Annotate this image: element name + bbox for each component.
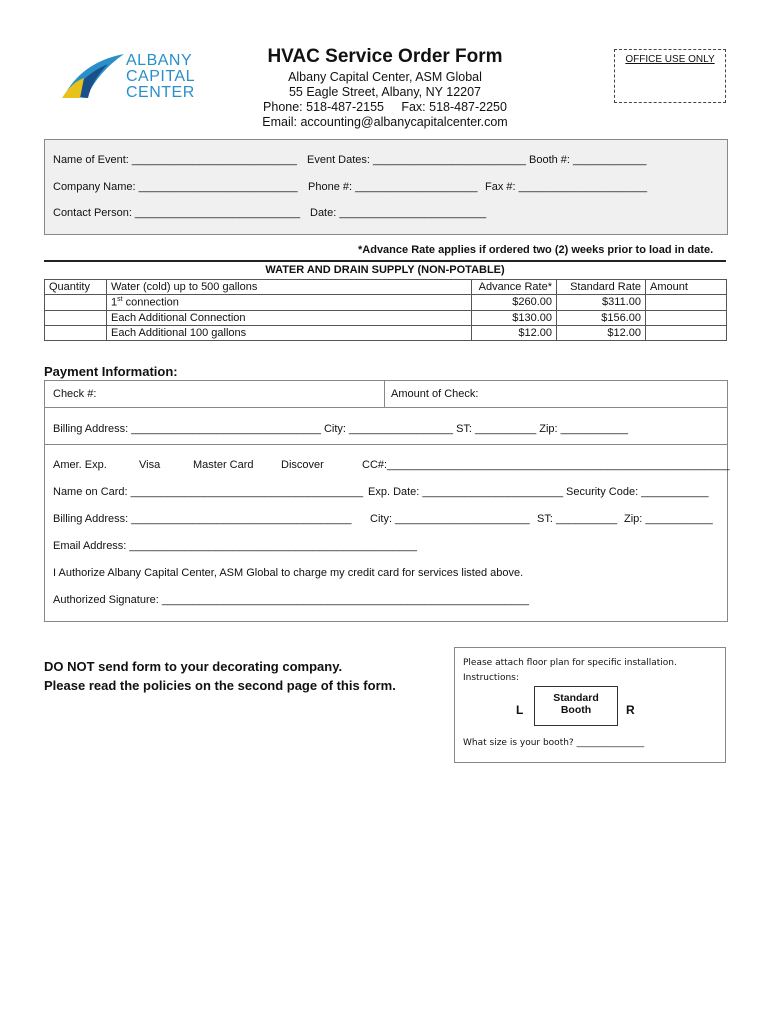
- office-use-box: [614, 49, 726, 103]
- discover-option[interactable]: Discover: [281, 459, 324, 471]
- event-dates-field[interactable]: Event Dates: _________________________: [307, 154, 526, 166]
- zip-2-field[interactable]: Zip: ___________: [624, 513, 713, 525]
- amount-of-check-field[interactable]: Amount of Check:: [391, 388, 479, 400]
- logo-mark-icon: [62, 52, 128, 100]
- payment-title: Payment Information:: [44, 364, 178, 379]
- org-address: 55 Eagle Street, Albany, NY 12207: [288, 85, 482, 99]
- supply-table: [44, 279, 727, 341]
- billing-address-field[interactable]: Billing Address: _______________________________ City: _________________ ST: __________ Zip: ___________: [53, 423, 628, 435]
- standard-rate-cell: $12.00: [557, 325, 646, 340]
- description-cell: 1st connection: [107, 295, 472, 311]
- billing-address-2-field[interactable]: Billing Address: ____________________________________: [53, 513, 352, 525]
- phone-field[interactable]: Phone #: ____________________: [308, 181, 478, 193]
- logo-text-1: ALBANY: [126, 52, 193, 69]
- table-row: [45, 325, 727, 340]
- notice-line-1: DO NOT send form to your decorating company.: [44, 659, 343, 674]
- advance-rate-header: Advance Rate*: [472, 280, 557, 295]
- floorplan-instructions-label: Instructions:: [463, 673, 519, 683]
- booth-left-label: L: [516, 703, 524, 717]
- page-title: HVAC Service Order Form: [267, 46, 503, 67]
- standard-rate-header: Standard Rate: [557, 280, 646, 295]
- st-2-field[interactable]: ST: __________: [537, 513, 618, 525]
- description-header: Water (cold) up to 500 gallons: [107, 280, 472, 295]
- amex-option[interactable]: Amer. Exp.: [53, 459, 107, 471]
- exp-date-field[interactable]: Exp. Date: _______________________: [368, 486, 564, 498]
- cc-number-field[interactable]: CC#:________________________________________________________: [362, 459, 730, 471]
- city-2-field[interactable]: City: ______________________: [370, 513, 530, 525]
- booth-number-field[interactable]: Booth #: ____________: [529, 154, 647, 166]
- check-number-field[interactable]: Check #:: [53, 388, 97, 400]
- table-row: [45, 280, 727, 295]
- supply-title: WATER AND DRAIN SUPPLY (NON-POTABLE): [265, 264, 505, 276]
- contact-person-field[interactable]: Contact Person: ___________________________: [53, 207, 301, 219]
- logo-text-3: CENTER: [126, 84, 195, 101]
- billing-divider: [44, 444, 728, 445]
- standard-rate-cell: $156.00: [557, 310, 646, 325]
- email-address-field[interactable]: Email Address: _______________________________________________: [53, 540, 417, 552]
- check-vertical-divider: [384, 380, 385, 408]
- quantity-cell[interactable]: [45, 295, 107, 311]
- amount-cell[interactable]: [646, 295, 727, 311]
- office-use-label: OFFICE USE ONLY: [625, 54, 715, 65]
- table-row: [45, 295, 727, 311]
- quantity-header: Quantity: [45, 280, 107, 295]
- check-divider: [44, 407, 728, 408]
- amount-header: Amount: [646, 280, 727, 295]
- advance-rate-cell: $12.00: [472, 325, 557, 340]
- quantity-cell[interactable]: [45, 325, 107, 340]
- name-on-card-field[interactable]: Name on Card: ______________________________________: [53, 486, 364, 498]
- logo-text-2: CAPITAL: [126, 68, 195, 85]
- org-name: Albany Capital Center, ASM Global: [288, 70, 482, 84]
- advance-rate-note: *Advance Rate applies if ordered two (2) weeks prior to load in date.: [358, 244, 714, 256]
- fax-field[interactable]: Fax #: _____________________: [485, 181, 648, 193]
- supply-table-wrapper: [44, 260, 726, 262]
- visa-option[interactable]: Visa: [139, 459, 161, 471]
- booth-label-1: Standard: [553, 692, 599, 704]
- quantity-cell[interactable]: [45, 310, 107, 325]
- table-row: [45, 310, 727, 325]
- booth-right-label: R: [626, 703, 635, 717]
- amount-cell[interactable]: [646, 310, 727, 325]
- security-code-field[interactable]: Security Code: ___________: [566, 486, 709, 498]
- event-name-field[interactable]: Name of Event: ___________________________: [53, 154, 298, 166]
- company-name-field[interactable]: Company Name: __________________________: [53, 181, 298, 193]
- mastercard-option[interactable]: Master Card: [193, 459, 254, 471]
- notice-line-2: Please read the policies on the second page of this form.: [44, 678, 396, 693]
- org-email: Email: accounting@albanycapitalcenter.com: [262, 115, 508, 129]
- floorplan-instruction: Please attach floor plan for specific installation.: [463, 658, 677, 668]
- authorize-statement: I Authorize Albany Capital Center, ASM Global to charge my credit card for services listed above.: [53, 567, 524, 579]
- payment-box: [44, 380, 728, 622]
- org-phone-fax: Phone: 518-487-2155 Fax: 518-487-2250: [263, 100, 507, 114]
- logo: [62, 48, 195, 103]
- description-cell: Each Additional Connection: [107, 310, 472, 325]
- advance-rate-cell: $260.00: [472, 295, 557, 311]
- booth-size-field[interactable]: What size is your booth? _______________: [463, 738, 645, 748]
- amount-cell[interactable]: [646, 325, 727, 340]
- advance-rate-cell: $130.00: [472, 310, 557, 325]
- signature-field[interactable]: Authorized Signature: ____________________________________________________________: [53, 594, 529, 606]
- booth-label-2: Booth: [560, 704, 592, 716]
- description-cell: Each Additional 100 gallons: [107, 325, 472, 340]
- standard-rate-cell: $311.00: [557, 295, 646, 311]
- date-field[interactable]: Date: ________________________: [310, 207, 487, 219]
- standard-booth-box: [534, 686, 618, 726]
